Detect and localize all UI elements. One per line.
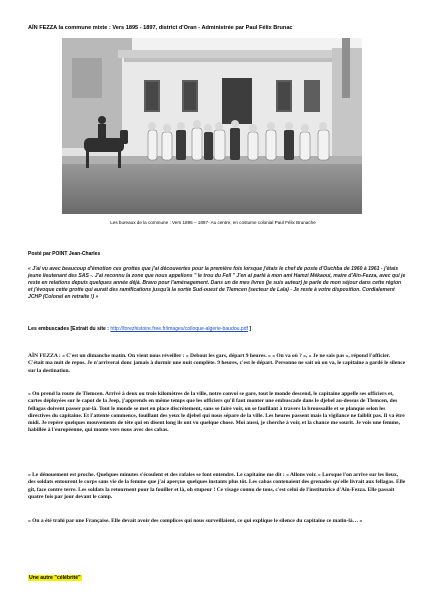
autre-celebrite-heading <box>28 575 82 582</box>
paragraph-2: « On prend la route de Tlemcen. Arrivé à deux ou trois kilomètres de la ville, notre convoi se gare, tout le monde descend, le capitaine appelle ses officiers et, cartes déployées sur le capot de la Jeep, j'apprends en même temps que les officiers qu'il faut monter une embuscade dans le djebel au-dessus de Tlemcen, des fellagas doivent passer par-là. Tout le monde se met en place discrètement, sans se faire voir, on se faufilant à travers la broussaille et se planque selon les directives du capitaine. Et l'attente commence, fouillant des yeux le djebel qui nous sépare de la ville. Les heures passent mais la vigilance ne faiblit pas. Il va être midi. Je repère quelques mouvements de tête qui en disent long ils ont vu quelque chose. Moi aussi, je cherche à voir, et la chance me sourit. Je vois une femme, habillée à l'européenne, qui monte vers nous avec des cabas. <box>28 391 405 434</box>
extract-suffix: ] <box>248 326 252 332</box>
reader-quote: « J'ai vu avec beaucoup d'émotion ces grottes que j'ai découvertes pour la première fois lorsque j'étais le chef de poste d'Ouchba de 1960 à 1961 - j'étais jeune lieutenant des SAS -. J'ai reconnu la zone que nous appelions " le trou du Fell " J'en ai parlé à mon ami Hamzi Mékaoui, maire d'Aïn-Fezza, avec qui je reste en relations depuis quelques année déjà. Bravo pour l'aménagement. Dans un de mes livres (je suis auteur) je parle de mon séjour dans cette région et j'évoque cette grotte qui aurait des ramifications jusqu'à la sortie Sud-ouest de Tlemcen (secteur de Lala) - Je reste à votre disposition. Cordialement JCHP (Colonel en retraite !) » <box>28 266 406 300</box>
highlighted-heading: Une autre "célébrité" <box>29 575 81 581</box>
photo-illustration <box>62 38 362 214</box>
posted-by: Posté par POINT Jean-Charles <box>28 251 101 257</box>
page-heading <box>28 25 408 32</box>
embuscades-label: Les embuscades <box>28 326 70 332</box>
extract-prefix: [Extrait du site : <box>69 326 111 332</box>
paragraph-4: « On a été trahi par une Française. Elle devait avoir des complices qui nous surveillaient, ce qui explique le silence du capitaine ce matin-là… » <box>28 518 363 524</box>
historic-photo <box>62 38 362 214</box>
embuscades-heading <box>28 326 408 333</box>
heading-bold: AÏN FEZZA la commune mixte <box>28 25 108 31</box>
paragraph-3: « Le dénouement est proche. Quelques minutes s'écoulent et des rafales se font entendre. Le capitaine me dit : « Allons voir. » Lorsque l'on arrive sur les lieux, des soldats entourent le corps sans vie de la femme que j'ai aperçue quelques instants plus tôt. Les cabas contenaient des grenades qu'elle livrait aux fellagas. Elle gît, face contre terre. Les soldats la retournent pour la fouiller et là, oh stupeur ! Ce visage connu de tous, c'est celui de l'institutrice d'Aïn-Fezza. Elle passait quatre fois par jour devant le camp. <box>28 472 406 500</box>
source-link[interactable]: http://forezhistoire.free.fr/images/colloque-algerie-baudou.pdf <box>110 326 248 332</box>
paragraph-1: AÏN FEZZA : « C'est un dimanche matin. On vient nous réveiller : « Debout les gars, départ 9 heures. » « On va où ? », « Je ne sais pas », répond l'officier. C'était ma nuit de repos. Je n'arriverai donc jamais à dormir une nuit complète. 9 heures, c'est le départ. Personne ne sait où on va, le capitaine a gardé le silence sur la destination. <box>28 353 406 374</box>
photo-caption: Les bureaux de la commune : Vers 1895 – 1897- Au centre, en costume colonial Paul Félix Brunache <box>110 220 316 225</box>
heading-rest: : Vers 1895 - 1897, district d'Oran - Administrée par Paul Félix Brunac <box>107 25 293 31</box>
